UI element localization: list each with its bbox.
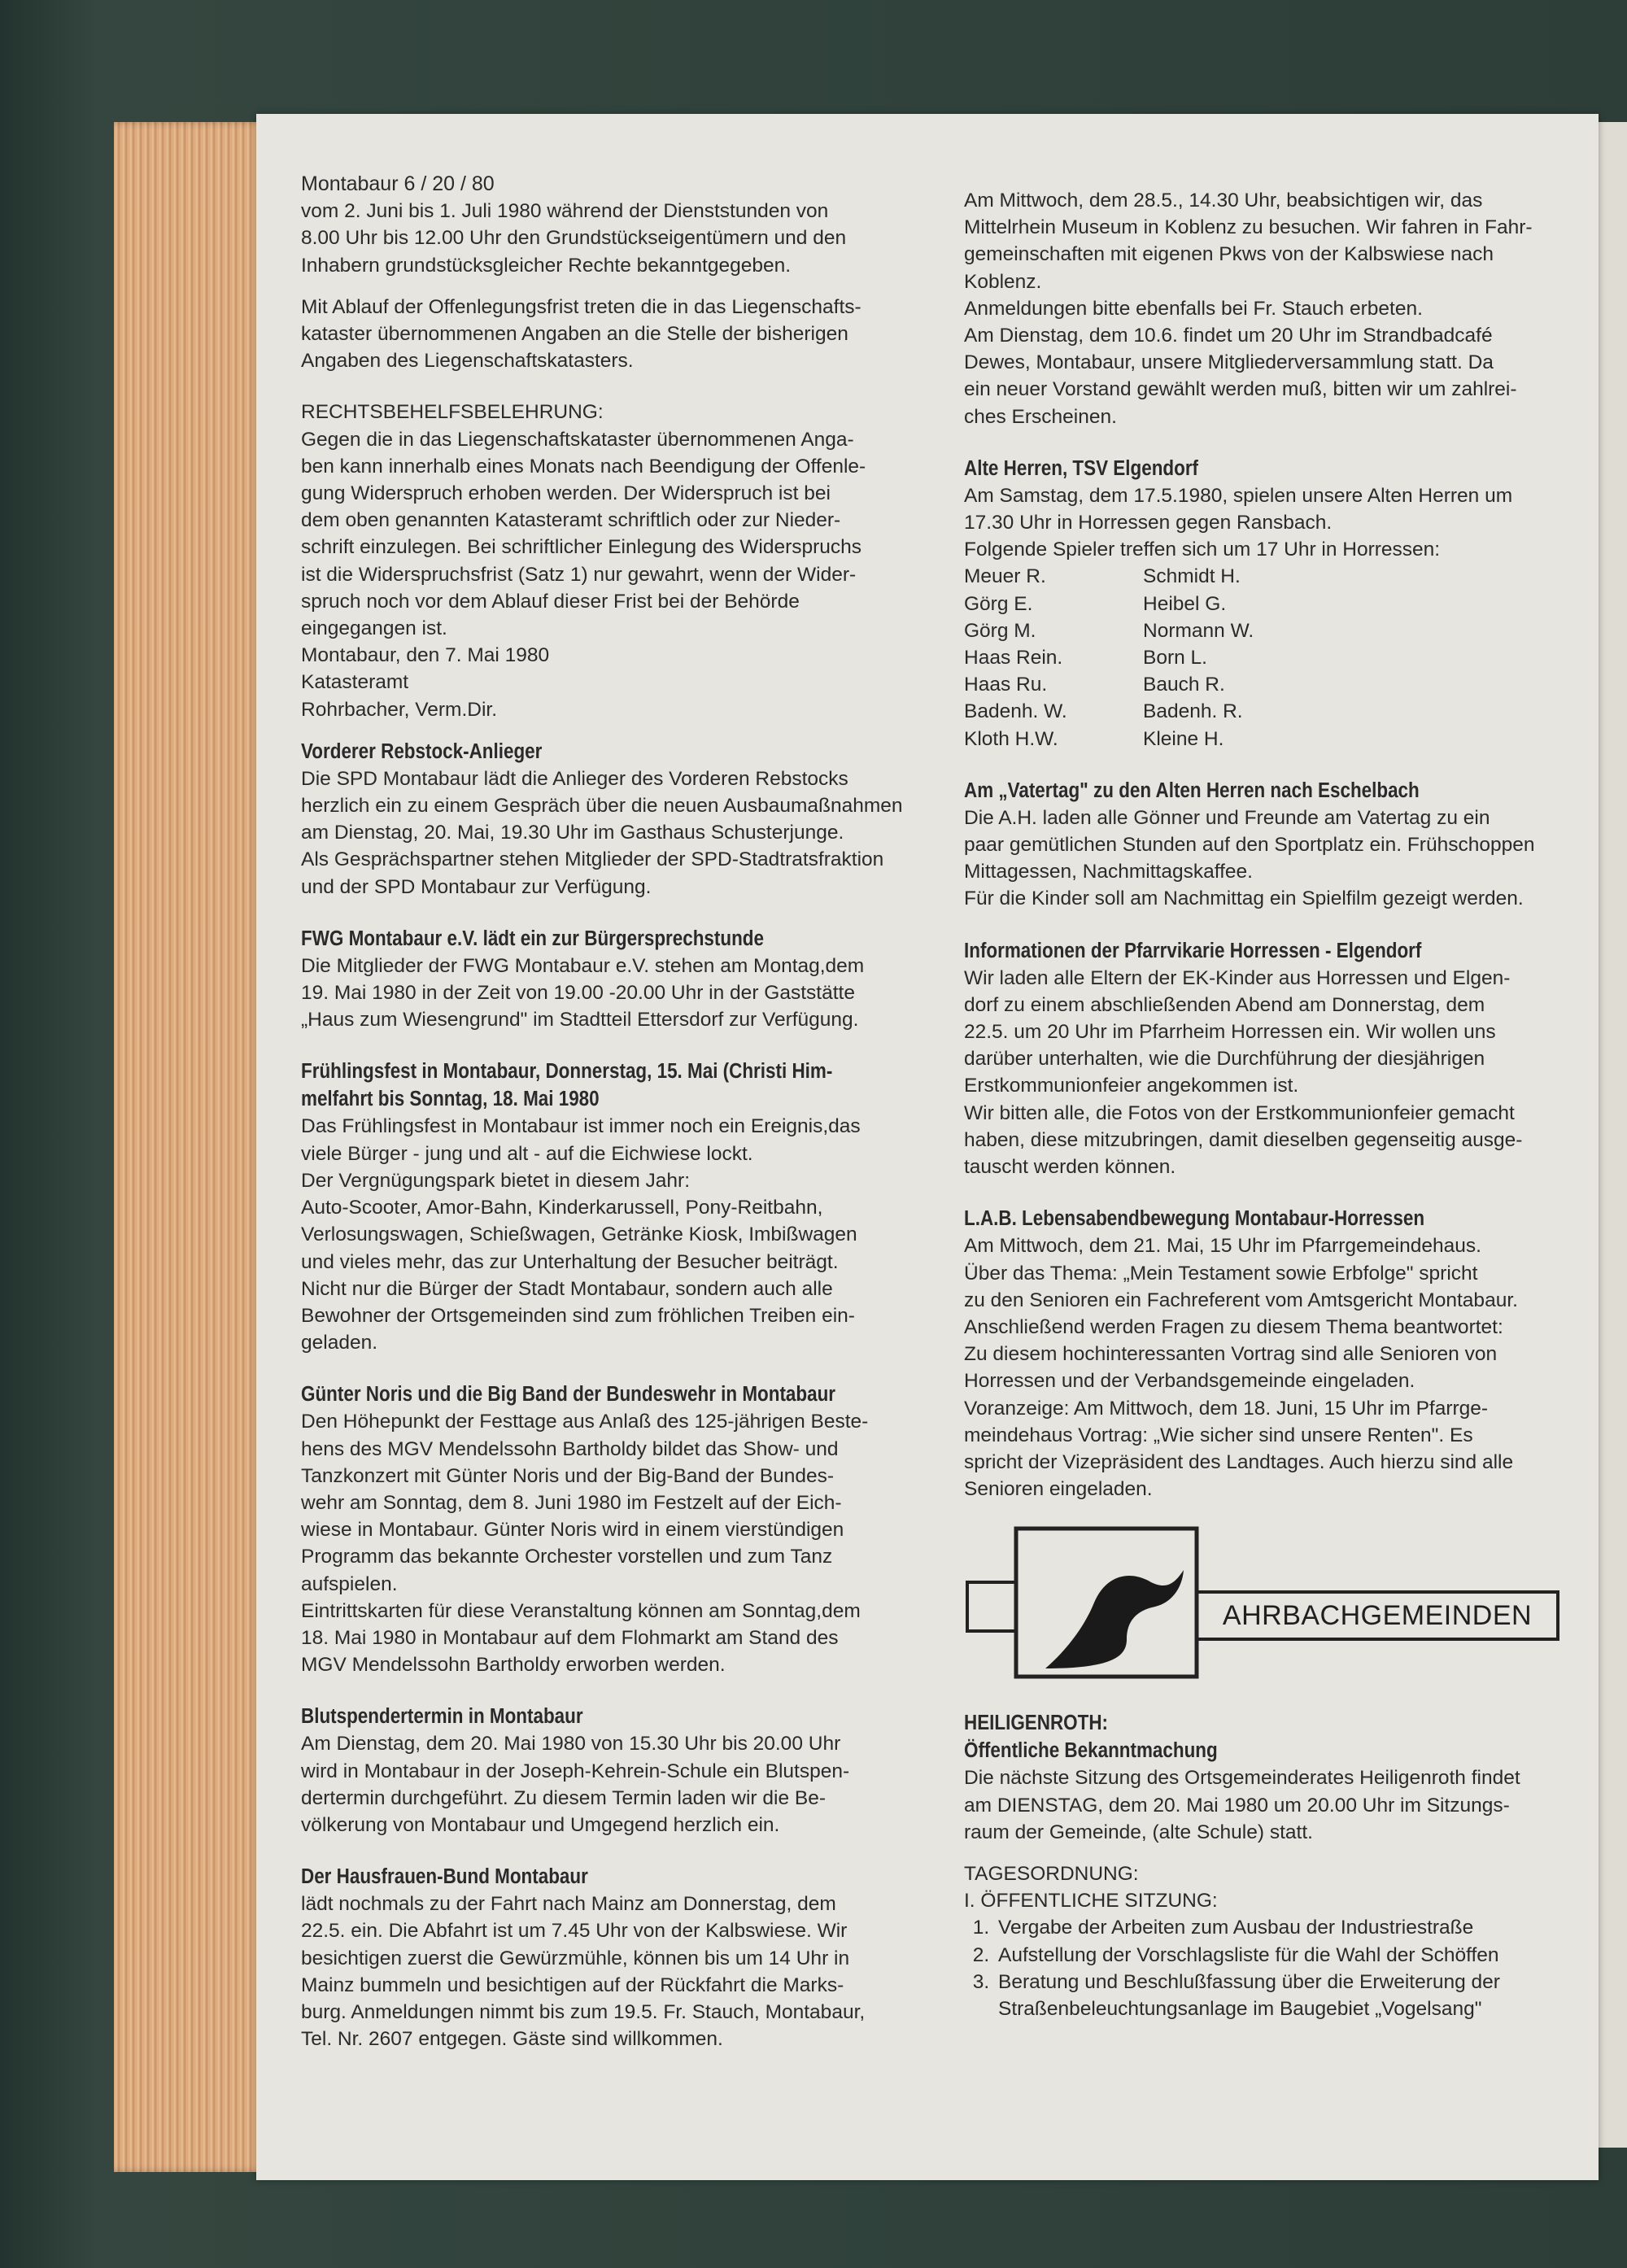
text-line: am DIENSTAG, dem 20. Mai 1980 um 20.00 Uhr im Sitzungs- bbox=[964, 1794, 1510, 1817]
bekanntmachung-heading: Öffentliche Bekanntmachung bbox=[964, 1739, 1218, 1763]
text-line: Die SPD Montabaur lädt die Anlieger des Vorderen Rebstocks bbox=[301, 767, 848, 790]
text-line: Die nächste Sitzung des Ortsgemeinderates Heiligenroth findet bbox=[964, 1767, 1520, 1790]
text-line: Das Frühlingsfest in Montabaur ist immer noch ein Ereignis,das bbox=[301, 1115, 861, 1138]
text-line: spricht der Vizepräsident des Landtages. Auch hierzu sind alle bbox=[964, 1450, 1514, 1473]
text-line: Gegen die in das Liegenschaftskataster übernommenen Anga- bbox=[301, 428, 854, 451]
ahrbach-logo bbox=[964, 1525, 1566, 1680]
tagesordnung-heading: TAGESORDNUNG: bbox=[964, 1862, 1139, 1885]
text-line: Nicht nur die Bürger der Stadt Montabaur, sondern auch alle bbox=[301, 1277, 833, 1300]
agenda-list bbox=[964, 1914, 1582, 2022]
pfarr-heading: Informationen der Pfarrvikarie Horressen - Elgendorf bbox=[964, 939, 1422, 962]
text-line: Am Samstag, dem 17.5.1980, spielen unsere Alten Herren um bbox=[964, 484, 1513, 507]
text-line: hens des MGV Mendelssohn Bartholdy bildet das Show- und bbox=[301, 1437, 839, 1460]
text-line: 8.00 Uhr bis 12.00 Uhr den Grundstückseigentümern und den bbox=[301, 227, 847, 250]
text-line: Auto-Scooter, Amor-Bahn, Kinderkarussell, Pony-Reitbahn, bbox=[301, 1197, 823, 1219]
text-line: wird in Montabaur in der Joseph-Kehrein-Schule ein Blutspen- bbox=[301, 1760, 850, 1782]
text-line: Bauch R. bbox=[1143, 674, 1225, 696]
page-header: Montabaur 6 / 20 / 80 bbox=[301, 172, 495, 195]
text-line: Die A.H. laden alle Gönner und Freunde am Vatertag zu ein bbox=[964, 806, 1490, 829]
text-line: Als Gesprächspartner stehen Mitglieder der SPD-Stadtratsfraktion bbox=[301, 848, 884, 871]
text-line: Wir bitten alle, die Fotos von der Erstkommunionfeier gemacht bbox=[964, 1101, 1515, 1124]
player-list-right bbox=[1143, 563, 1387, 752]
hausfrauen-text bbox=[301, 1891, 952, 2052]
text-line: Kloth H.W. bbox=[964, 727, 1058, 750]
right-column bbox=[964, 187, 1582, 2022]
text-line: haben, diese mitzubringen, damit dieselben gegenseitig ausge- bbox=[964, 1128, 1523, 1151]
text-line: Über das Thema: „Mein Testament sowie Erbfolge" spricht bbox=[964, 1262, 1478, 1284]
text-line: dorf zu einem abschließenden Abend am Donnerstag, dem bbox=[964, 993, 1485, 1016]
text-line: ein neuer Vorstand gewählt werden muß, bitten wir um zahlrei- bbox=[964, 378, 1517, 401]
vatertag-text bbox=[964, 805, 1582, 913]
text-line: zu den Senioren ein Fachreferent vom Amtsgericht Montabaur. bbox=[964, 1289, 1518, 1311]
text-line: besichtigen zuerst die Gewürzmühle, können bis um 14 Uhr in bbox=[301, 1947, 850, 1969]
text-line: MGV Mendelssohn Bartholdy erworben werden. bbox=[301, 1654, 726, 1677]
text-line: Bewohner der Ortsgemeinden sind zum fröhlichen Treiben ein- bbox=[301, 1304, 855, 1327]
text-line: dertermin durchgeführt. Zu diesem Termin laden wir die Be- bbox=[301, 1786, 827, 1809]
page-edges bbox=[114, 122, 268, 2172]
text-line: völkerung von Montabaur und Umgegend herzlich ein. bbox=[301, 1813, 780, 1836]
lab-text bbox=[964, 1232, 1582, 1503]
agenda-item: 1. Vergabe der Arbeiten zum Ausbau der Industriestraße bbox=[995, 1914, 1582, 1941]
text-line: Den Höhepunkt der Festtage aus Anlaß des 125-jährigen Beste- bbox=[301, 1411, 869, 1433]
heading-line: Frühlingsfest in Montabaur, Donnerstag, 15. Mai (Christi Him- bbox=[301, 1060, 833, 1084]
rebstock-heading: Vorderer Rebstock-Anlieger bbox=[301, 739, 543, 763]
text-line: Born L. bbox=[1143, 647, 1207, 669]
text-line: aufspielen. bbox=[301, 1572, 398, 1595]
text-line: schrift einzulegen. Bei schriftlicher Einlegung des Widerspruchs bbox=[301, 536, 862, 559]
text-line: Meuer R. bbox=[964, 565, 1046, 588]
text-line: 17.30 Uhr in Horressen gegen Ransbach. bbox=[964, 512, 1333, 534]
text-line: tauscht werden können. bbox=[964, 1156, 1176, 1179]
text-line: Am Mittwoch, dem 28.5., 14.30 Uhr, beabsichtigen wir, das bbox=[964, 190, 1483, 212]
text-line: Verlosungswagen, Schießwagen, Getränke Kiosk, Imbißwagen bbox=[301, 1223, 857, 1246]
text-line: gemeinschaften mit eigenen Pkws von der Kalbswiese nach bbox=[964, 243, 1494, 266]
text-line: Voranzeige: Am Mittwoch, dem 18. Juni, 15 Uhr im Pfarrge- bbox=[964, 1397, 1489, 1420]
intro-text bbox=[301, 198, 952, 279]
rebstock-text bbox=[301, 765, 952, 901]
text-line: Kleine H. bbox=[1143, 727, 1224, 750]
text-line: spruch noch vor dem Ablauf dieser Frist bei der Behörde bbox=[301, 590, 800, 613]
text-line: ben kann innerhalb eines Monats nach Beendigung der Offenle- bbox=[301, 455, 866, 478]
agenda-item: 2. Aufstellung der Vorschlagsliste für die Wahl der Schöffen bbox=[995, 1942, 1582, 1969]
text-line: Tanzkonzert mit Günter Noris und der Big-Band der Bundes- bbox=[301, 1464, 835, 1487]
text-line: paar gemütlichen Stunden auf den Sportplatz ein. Frühschoppen bbox=[964, 834, 1535, 857]
text-line: Mainz bummeln und besichtigen auf der Rückfahrt die Marks- bbox=[301, 1974, 844, 1996]
player-list-left bbox=[964, 563, 1143, 752]
text-line: Mit Ablauf der Offenlegungsfrist treten die in das Liegenschafts- bbox=[301, 295, 861, 318]
text-line: Mittagessen, Nachmittagskaffee. bbox=[964, 861, 1253, 883]
heading-line: melfahrt bis Sonntag, 18. Mai 1980 bbox=[301, 1088, 600, 1111]
text-line: Montabaur, den 7. Mai 1980 bbox=[301, 644, 550, 667]
text-line: wehr am Sonntag, dem 8. Juni 1980 im Festzelt auf der Eich- bbox=[301, 1491, 842, 1514]
text-line: Heibel G. bbox=[1143, 592, 1227, 615]
player-list bbox=[964, 563, 1582, 752]
text-line: Am Dienstag, dem 20. Mai 1980 von 15.30 Uhr bis 20.00 Uhr bbox=[301, 1733, 841, 1756]
left-column bbox=[301, 171, 952, 2052]
pfarr-text bbox=[964, 965, 1582, 1181]
text-line: Anmeldungen bitte ebenfalls bei Fr. Stauch erbeten. bbox=[964, 297, 1423, 320]
text-line: Görg M. bbox=[964, 619, 1036, 642]
hausfrauen-heading: Der Hausfrauen-Bund Montabaur bbox=[301, 1865, 588, 1889]
text-line: gung Widerspruch erhoben werden. Der Widerspruch ist bei bbox=[301, 482, 831, 505]
text-line: Tel. Nr. 2607 entgegen. Gäste sind willkommen. bbox=[301, 2028, 723, 2051]
text-line: viele Bürger - jung und alt - auf die Eichwiese lockt. bbox=[301, 1142, 753, 1165]
text-line: und vieles mehr, das zur Unterhaltung der Besucher beiträgt. bbox=[301, 1250, 839, 1273]
text-line: Schmidt H. bbox=[1143, 565, 1241, 588]
text-line: Der Vergnügungspark bietet in diesem Jahr: bbox=[301, 1169, 691, 1192]
text-line: Inhabern grundstücksgleicher Rechte bekanntgegeben. bbox=[301, 254, 792, 277]
vatertag-heading: Am „Vatertag" zu den Alten Herren nach Eschelbach bbox=[964, 779, 1420, 802]
text-line: Eintrittskarten für diese Veranstaltung können am Sonntag,dem bbox=[301, 1599, 861, 1622]
text-line: Badenh. W. bbox=[964, 700, 1067, 723]
text-line: „Haus zum Wiesengrund" im Stadtteil Ettersdorf zur Verfügung. bbox=[301, 1009, 859, 1032]
text-line: vom 2. Juni bis 1. Juli 1980 während der Dienststunden von bbox=[301, 200, 829, 223]
text-line: eingegangen ist. bbox=[301, 617, 447, 640]
text-line: 18. Mai 1980 in Montabaur auf dem Flohmarkt am Stand des bbox=[301, 1626, 839, 1649]
text-line: herzlich ein zu einem Gespräch über die neuen Ausbaumaßnahmen bbox=[301, 795, 903, 818]
text-line: Zu diesem hochinteressanten Vortrag sind alle Senioren von bbox=[964, 1343, 1498, 1366]
text-line: Haas Ru. bbox=[964, 674, 1048, 696]
text-line: Die Mitglieder der FWG Montabaur e.V. stehen am Montag,dem bbox=[301, 954, 865, 977]
text-line: Anschließend werden Fragen zu diesem Thema beantwortet: bbox=[964, 1315, 1503, 1338]
noris-heading: Günter Noris und die Big Band der Bundeswehr in Montabaur bbox=[301, 1383, 836, 1407]
text-line: Koblenz. bbox=[964, 270, 1042, 293]
text-line: Dewes, Montabaur, unsere Mitgliederversammlung statt. Da bbox=[964, 351, 1494, 374]
text-line: Wir laden alle Eltern der EK-Kinder aus Horressen und Elgen- bbox=[964, 966, 1511, 989]
text-line: Erstkommunionfeier angekommen ist. bbox=[964, 1075, 1299, 1097]
rechts-heading: RECHTSBEHELFSBELEHRUNG: bbox=[301, 401, 604, 424]
fwg-heading: FWG Montabaur e.V. lädt ein zur Bürgersprechstunde bbox=[301, 927, 764, 950]
text-line: 19. Mai 1980 in der Zeit von 19.00 -20.00 Uhr in der Gaststätte bbox=[301, 982, 855, 1005]
text-line: 22.5. ein. Die Abfahrt ist um 7.45 Uhr von der Kalbswiese. Wir bbox=[301, 1920, 848, 1943]
text-line: Rohrbacher, Verm.Dir. bbox=[301, 698, 498, 721]
text-line: Programm das bekannte Orchester vorstellen und zum Tanz bbox=[301, 1546, 833, 1568]
text-line: Folgende Spieler treffen sich um 17 Uhr in Horressen: bbox=[964, 539, 1441, 561]
lab-heading: L.A.B. Lebensabendbewegung Montabaur-Horressen bbox=[964, 1207, 1425, 1231]
text-line: ches Erscheinen. bbox=[964, 405, 1117, 428]
text-line: kataster übernommenen Angaben an die Stelle der bisherigen bbox=[301, 323, 848, 346]
logo-text: AHRBACHGEMEINDEN bbox=[1222, 1599, 1533, 1631]
text-line: Katasteramt bbox=[301, 671, 409, 694]
text-line: lädt nochmals zu der Fahrt nach Mainz am Donnerstag, dem bbox=[301, 1893, 836, 1916]
text-line: und der SPD Montabaur zur Verfügung. bbox=[301, 875, 652, 898]
oeffentliche-sitzung-heading: I. ÖFFENTLICHE SITZUNG: bbox=[964, 1890, 1218, 1913]
document-page bbox=[256, 114, 1599, 2180]
text-line: geladen. bbox=[301, 1332, 378, 1354]
text-line: Für die Kinder soll am Nachmittag ein Spielfilm gezeigt werden. bbox=[964, 888, 1524, 910]
heiligenroth-text bbox=[964, 1764, 1582, 1846]
text-line: Görg E. bbox=[964, 592, 1033, 615]
text-line: wiese in Montabaur. Günter Noris wird in einem vierstündigen bbox=[301, 1519, 844, 1542]
noris-text bbox=[301, 1408, 952, 1678]
rechts-text bbox=[301, 426, 952, 723]
tsv-text bbox=[964, 482, 1582, 564]
blut-text bbox=[301, 1730, 952, 1838]
text-line: Normann W. bbox=[1143, 619, 1254, 642]
text-line: Am Dienstag, dem 10.6. findet um 20 Uhr im Strandbadcafé bbox=[964, 325, 1493, 347]
text-line: Horressen und der Verbandsgemeinde eingeladen. bbox=[964, 1370, 1415, 1393]
text-line: am Dienstag, 20. Mai, 19.30 Uhr im Gasthaus Schusterjunge. bbox=[301, 822, 844, 844]
text-line: Badenh. R. bbox=[1143, 700, 1243, 723]
fruehling-heading bbox=[301, 1058, 952, 1113]
fruehling-text bbox=[301, 1113, 952, 1356]
text-line: ist die Widerspruchsfrist (Satz 1) nur gewahrt, wenn der Wider- bbox=[301, 563, 857, 586]
text-line: darüber unterhalten, wie die Durchführung der diesjährigen bbox=[964, 1048, 1485, 1071]
text-line: 22.5. um 20 Uhr im Pfarrheim Horressen ein. Wir wollen uns bbox=[964, 1021, 1496, 1044]
text-line: dem oben genannten Katasteramt schriftlich oder zur Nieder- bbox=[301, 509, 841, 532]
text-line: Am Mittwoch, dem 21. Mai, 15 Uhr im Pfarrgemeindehaus. bbox=[964, 1235, 1481, 1258]
text-line: meindehaus Vortrag: „Wie sicher sind unsere Renten". Es bbox=[964, 1424, 1473, 1446]
text-line: Senioren eingeladen. bbox=[964, 1478, 1153, 1501]
heiligenroth-heading: HEILIGENROTH: bbox=[964, 1712, 1109, 1735]
offenlegung-text bbox=[301, 294, 952, 375]
text-line: raum der Gemeinde, (alte Schule) statt. bbox=[964, 1821, 1313, 1843]
museum-text bbox=[964, 187, 1582, 430]
tsv-heading: Alte Herren, TSV Elgendorf bbox=[964, 456, 1199, 480]
text-line: Angaben des Liegenschaftskatasters. bbox=[301, 350, 634, 373]
text-line: burg. Anmeldungen nimmt bis zum 19.5. Fr. Stauch, Montabaur, bbox=[301, 2000, 866, 2023]
agenda-item: 3. Beratung und Beschlußfassung über die Erweiterung der Straßenbeleuchtungsanlage im Baugebiet „Vogelsang" bbox=[995, 1969, 1582, 2022]
text-line: Haas Rein. bbox=[964, 647, 1063, 669]
fwg-text bbox=[301, 953, 952, 1034]
blut-heading: Blutspendertermin in Montabaur bbox=[301, 1705, 583, 1729]
text-line: Mittelrhein Museum in Koblenz zu besuchen. Wir fahren in Fahr- bbox=[964, 216, 1533, 239]
